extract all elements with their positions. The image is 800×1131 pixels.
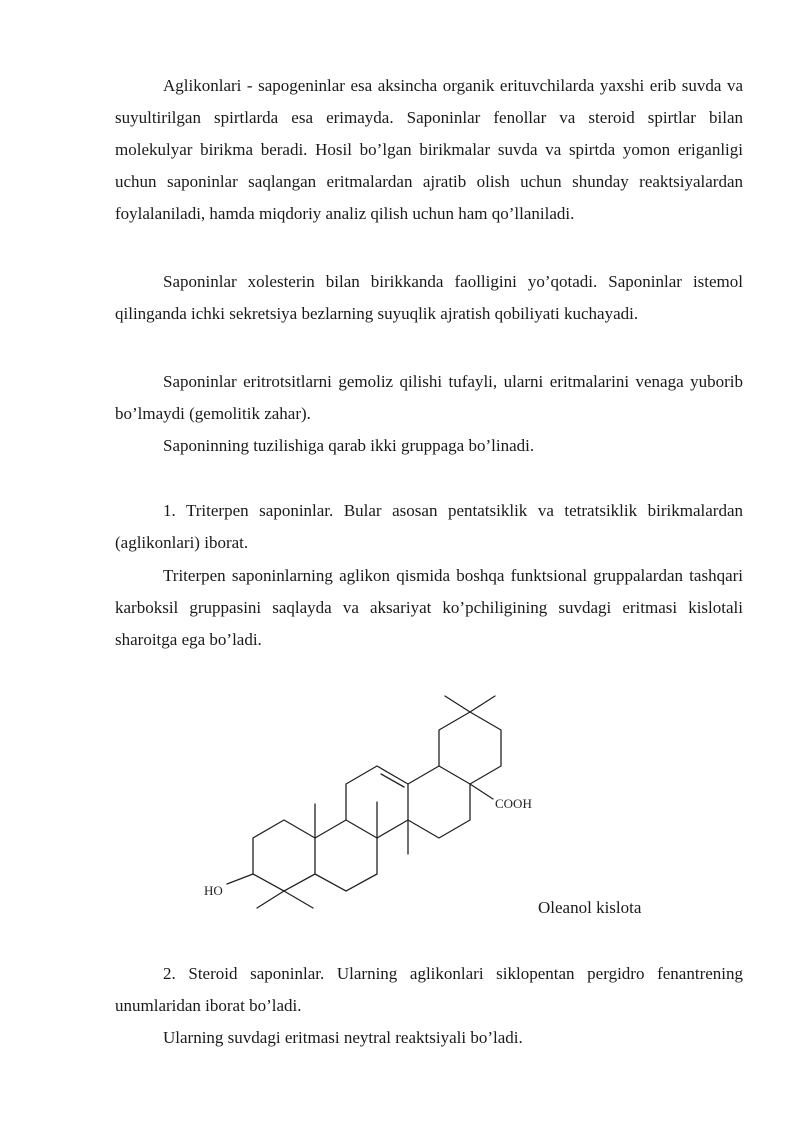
methyl-20a — [445, 696, 470, 712]
methyl-20b — [470, 696, 495, 712]
carboxyl-bond — [470, 784, 493, 799]
oleanolic-acid-structure — [195, 688, 555, 920]
paragraph-steroid-details: Ularning suvdagi eritmasi neytral reaktsiyali bo’ladi. — [163, 1028, 523, 1047]
paragraph-classification: Saponinning tuzilishiga qarab ikki gruppaga bo’linadi. — [163, 436, 535, 455]
double-bond — [381, 774, 404, 787]
ring-d — [408, 766, 470, 838]
ring-b — [315, 820, 377, 891]
label-ho: HO — [204, 883, 223, 898]
paragraph-xolesterin: Saponinlar xolesterin bilan birikkanda faolligini yo’qotadi. Saponinlar istemol qilinganda ichki sekretsiya bezlarning suyuqlik ajratish qobiliyati kuchayadi. — [115, 272, 743, 323]
methyl-4a — [257, 891, 284, 908]
methyl-4b — [284, 891, 313, 908]
hydroxyl-bond — [227, 874, 253, 884]
molecule-bonds — [227, 696, 501, 908]
label-cooh: COOH — [495, 796, 532, 811]
ring-e — [439, 712, 501, 784]
structure-diagram — [195, 688, 555, 920]
paragraph-aglikonlari: Aglikonlari - sapogeninlar esa aksincha organik erituvchilarda yaxshi erib suvda va suyultirilgan spirtlarda esa erimayda. Saponinlar fenollar va steroid spirtlar bilan molekulyar birikma beradi. Hosil bo’lgan birikmalar suvda va spirtda yomon eriganligi uchun saponinlar saqlangan eritmalardan ajratib olish uchun shunday reaktsiyalardan foylalaniladi, hamda miqdoriy analiz qilish uchun ham qo’llaniladi. — [115, 76, 743, 223]
paragraph-gemoliz: Saponinlar eritrotsitlarni gemoliz qilishi tufayli, ularni eritmalarini venaga yuborib bo’lmaydi (gemolitik zahar). — [115, 372, 743, 423]
figure-caption: Oleanol kislota — [538, 898, 642, 917]
paragraph-triterpen-details: Triterpen saponinlarning aglikon qismida boshqa funktsional gruppalardan tashqari karboksil gruppasini saqlayda va aksariyat ko’pchiligining suvdagi eritmasi kislotali sharoitga ega bo’ladi. — [115, 566, 743, 649]
ring-a — [253, 820, 315, 891]
paragraph-steroid-heading: 2. Steroid saponinlar. Ularning aglikonlari siklopentan pergidro fenantrening unumlaridan iborat bo’ladi. — [115, 964, 743, 1015]
paragraph-triterpen-heading: 1. Triterpen saponinlar. Bular asosan pentatsiklik va tetratsiklik birikmalardan (aglikonlari) iborat. — [115, 501, 743, 552]
